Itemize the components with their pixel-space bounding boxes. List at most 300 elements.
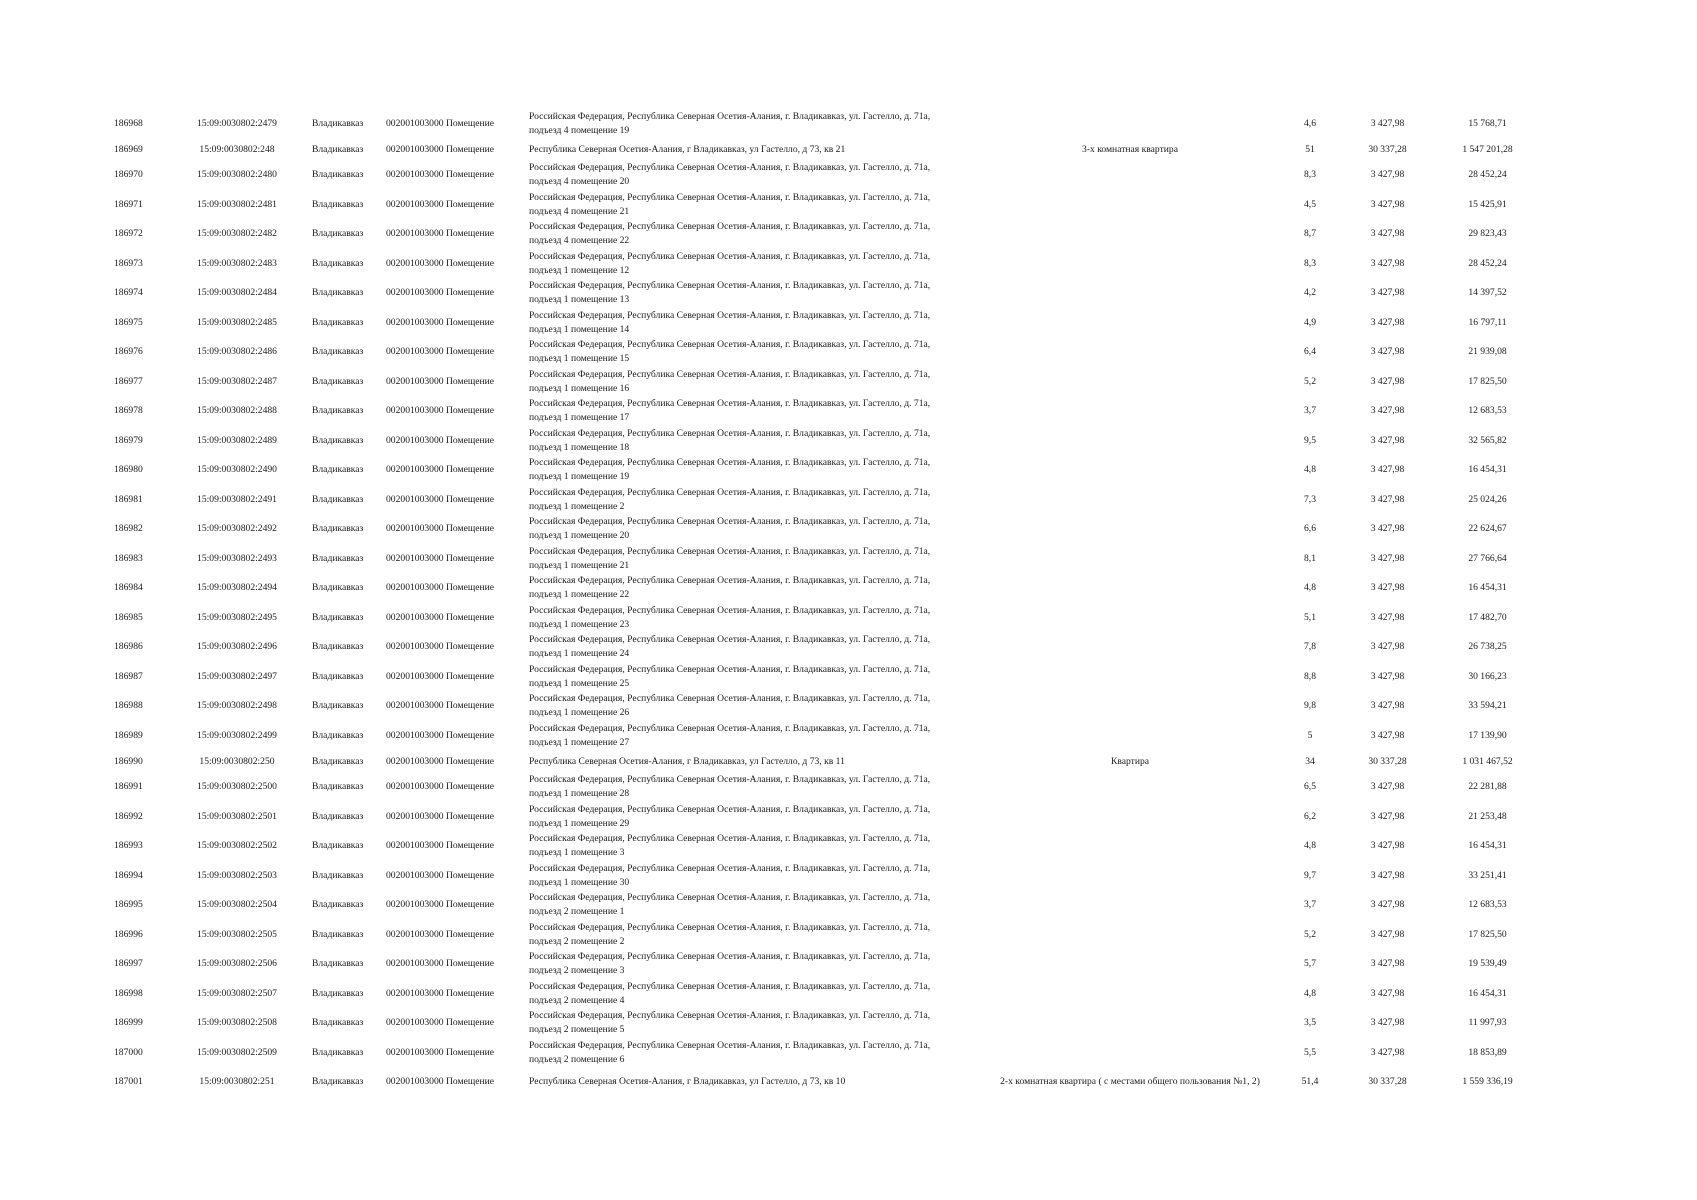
address-line-2: подъезд 1 помещение 28: [529, 788, 630, 800]
city: Владикавказ: [312, 117, 364, 129]
object-type-code: 002001003000 Помещение: [386, 899, 495, 911]
cadastral-number: 15:09:0030802:2494: [197, 582, 277, 594]
address-line-2: подъезд 1 помещение 12: [529, 264, 630, 276]
table-row: [0, 544, 1697, 574]
area: 7,3: [1304, 493, 1316, 505]
area: 3,7: [1304, 405, 1316, 417]
address-line-1: Российская Федерация, Республика Северная Осетия-Алания, г. Владикавказ, ул. Гастелло, д. 71а,: [529, 250, 931, 262]
object-type-code: 002001003000 Помещение: [386, 670, 495, 682]
row-number: 187001: [114, 1076, 143, 1088]
address: [529, 1075, 969, 1089]
table-row: [0, 220, 1697, 250]
rate: 3 427,98: [1370, 493, 1405, 505]
city: Владикавказ: [312, 257, 364, 269]
city: Владикавказ: [312, 987, 364, 999]
address-line-2: подъезд 2 помещение 6: [529, 1053, 625, 1065]
object-type-code: 002001003000 Помещение: [386, 117, 495, 129]
row-number: 186999: [114, 1017, 143, 1029]
table-row: [0, 249, 1697, 279]
address-line-1: Российская Федерация, Республика Северная Осетия-Алания, г. Владикавказ, ул. Гастелло, д. 71а,: [529, 486, 931, 498]
table-row: [0, 426, 1697, 456]
total-value: 17 482,70: [1468, 611, 1507, 623]
rate: 3 427,98: [1370, 1046, 1405, 1058]
object-type-code: 002001003000 Помещение: [386, 611, 495, 623]
row-number: 186983: [114, 552, 143, 564]
address: [529, 1039, 969, 1067]
address-line-1: Российская Федерация, Республика Северная Осетия-Алания, г. Владикавказ, ул. Гастелло, д. 71а,: [529, 663, 931, 675]
city: Владикавказ: [312, 143, 364, 155]
total-value: 33 251,41: [1468, 869, 1507, 881]
area: 4,8: [1304, 464, 1316, 476]
total-value: 16 454,31: [1468, 582, 1507, 594]
city: Владикавказ: [312, 611, 364, 623]
rate: 3 427,98: [1370, 316, 1405, 328]
rate: 3 427,98: [1370, 611, 1405, 623]
cadastral-number: 15:09:0030802:2489: [197, 434, 277, 446]
total-value: 28 452,24: [1468, 169, 1507, 181]
total-value: 30 166,23: [1468, 670, 1507, 682]
address-line-1: Российская Федерация, Республика Северная Осетия-Алания, г. Владикавказ, ул. Гастелло, д. 71а,: [529, 693, 931, 705]
table-row: [0, 190, 1697, 220]
table-row: [0, 279, 1697, 309]
table-row: [0, 1009, 1697, 1039]
address: [529, 338, 969, 366]
total-value: 16 797,11: [1468, 316, 1507, 328]
area: 8,7: [1304, 228, 1316, 240]
address: [529, 950, 969, 978]
cadastral-number: 15:09:0030802:2487: [197, 375, 277, 387]
address-line-2: подъезд 4 помещение 21: [529, 205, 630, 217]
rate: 3 427,98: [1370, 641, 1405, 653]
city: Владикавказ: [312, 523, 364, 535]
address: [529, 368, 969, 396]
city: Владикавказ: [312, 958, 364, 970]
object-type-code: 002001003000 Помещение: [386, 228, 495, 240]
object-type-code: 002001003000 Помещение: [386, 928, 495, 940]
row-number: 186990: [114, 755, 143, 767]
city: Владикавказ: [312, 1076, 364, 1088]
row-number: 186973: [114, 257, 143, 269]
address-line-1: Российская Федерация, Республика Северная Осетия-Алания, г. Владикавказ, ул. Гастелло, д. 71а,: [529, 427, 931, 439]
rate: 3 427,98: [1370, 434, 1405, 446]
cadastral-number: 15:09:0030802:2501: [197, 810, 277, 822]
object-type-code: 002001003000 Помещение: [386, 346, 495, 358]
rate: 3 427,98: [1370, 464, 1405, 476]
address-line-2: подъезд 2 помещение 4: [529, 994, 625, 1006]
address-line-1: Республика Северная Осетия-Алания, г Владикавказ, ул Гастелло, д 73, кв 10: [529, 1076, 846, 1088]
row-number: 186989: [114, 729, 143, 741]
address-line-2: подъезд 1 помещение 18: [529, 441, 630, 453]
address-line-1: Российская Федерация, Республика Северная Осетия-Алания, г. Владикавказ, ул. Гастелло, д. 71а,: [529, 1010, 931, 1022]
table-row: [0, 367, 1697, 397]
property-table: [0, 109, 1697, 1097]
total-value: 17 825,50: [1468, 928, 1507, 940]
city: Владикавказ: [312, 198, 364, 210]
city: Владикавказ: [312, 464, 364, 476]
row-number: 186976: [114, 346, 143, 358]
object-type-code: 002001003000 Помещение: [386, 641, 495, 653]
row-number: 186997: [114, 958, 143, 970]
area: 8,8: [1304, 670, 1316, 682]
total-value: 17 139,90: [1468, 729, 1507, 741]
address-line-1: Российская Федерация, Республика Северная Осетия-Алания, г. Владикавказ, ул. Гастелло, д. 71а,: [529, 833, 931, 845]
description: Квартира: [1110, 755, 1150, 767]
table-row: [0, 397, 1697, 427]
address-line-1: Российская Федерация, Республика Северная Осетия-Алания, г. Владикавказ, ул. Гастелло, д. 71а,: [529, 457, 931, 469]
object-type-code: 002001003000 Помещение: [386, 257, 495, 269]
address-line-1: Российская Федерация, Республика Северная Осетия-Алания, г. Владикавказ, ул. Гастелло, д. 71а,: [529, 951, 931, 963]
table-row: [0, 338, 1697, 368]
rate: 3 427,98: [1370, 781, 1405, 793]
city: Владикавказ: [312, 810, 364, 822]
table-row: [0, 1068, 1697, 1098]
address-line-1: Российская Федерация, Республика Северная Осетия-Алания, г. Владикавказ, ул. Гастелло, д. 71а,: [529, 162, 931, 174]
cadastral-number: 15:09:0030802:2497: [197, 670, 277, 682]
cadastral-number: 15:09:0030802:2507: [197, 987, 277, 999]
object-type-code: 002001003000 Помещение: [386, 316, 495, 328]
rate: 3 427,98: [1370, 670, 1405, 682]
area: 3,5: [1304, 1017, 1316, 1029]
total-value: 21 939,08: [1468, 346, 1507, 358]
cadastral-number: 15:09:0030802:2498: [197, 700, 277, 712]
address: [529, 633, 969, 661]
row-number: 186981: [114, 493, 143, 505]
address-line-2: подъезд 1 помещение 25: [529, 677, 630, 689]
address: [529, 309, 969, 337]
area: 4,8: [1304, 840, 1316, 852]
address-line-1: Республика Северная Осетия-Алания, г Владикавказ, ул Гастелло, д 73, кв 21: [529, 143, 846, 155]
rate: 3 427,98: [1370, 287, 1405, 299]
object-type-code: 002001003000 Помещение: [386, 464, 495, 476]
address: [529, 161, 969, 189]
city: Владикавказ: [312, 375, 364, 387]
area: 6,6: [1304, 523, 1316, 535]
city: Владикавказ: [312, 670, 364, 682]
city: Владикавказ: [312, 869, 364, 881]
row-number: 186975: [114, 316, 143, 328]
city: Владикавказ: [312, 346, 364, 358]
address-line-1: Российская Федерация, Республика Северная Осетия-Алания, г. Владикавказ, ул. Гастелло, д. 71а,: [529, 191, 931, 203]
city: Владикавказ: [312, 700, 364, 712]
rate: 3 427,98: [1370, 228, 1405, 240]
city: Владикавказ: [312, 755, 364, 767]
rate: 30 337,28: [1368, 755, 1407, 767]
rate: 3 427,98: [1370, 552, 1405, 564]
object-type-code: 002001003000 Помещение: [386, 582, 495, 594]
rate: 3 427,98: [1370, 117, 1405, 129]
table-row: [0, 802, 1697, 832]
cadastral-number: 15:09:0030802:2483: [197, 257, 277, 269]
cadastral-number: 15:09:0030802:2500: [197, 781, 277, 793]
row-number: 186972: [114, 228, 143, 240]
address: [529, 832, 969, 860]
address-line-2: подъезд 1 помещение 22: [529, 589, 630, 601]
address-line-2: подъезд 1 помещение 21: [529, 559, 630, 571]
total-value: 12 683,53: [1468, 405, 1507, 417]
table-row: [0, 456, 1697, 486]
address-line-2: подъезд 1 помещение 17: [529, 412, 630, 424]
city: Владикавказ: [312, 405, 364, 417]
object-type-code: 002001003000 Помещение: [386, 1017, 495, 1029]
city: Владикавказ: [312, 434, 364, 446]
rate: 3 427,98: [1370, 810, 1405, 822]
address-line-1: Российская Федерация, Республика Северная Осетия-Алания, г. Владикавказ, ул. Гастелло, д. 71а,: [529, 862, 931, 874]
address-line-1: Российская Федерация, Республика Северная Осетия-Алания, г. Владикавказ, ул. Гастелло, д. 71а,: [529, 921, 931, 933]
address-line-2: подъезд 2 помещение 1: [529, 906, 625, 918]
rate: 3 427,98: [1370, 987, 1405, 999]
row-number: 186970: [114, 169, 143, 181]
address-line-1: Российская Федерация, Республика Северная Осетия-Алания, г. Владикавказ, ул. Гастелло, д. 71а,: [529, 339, 931, 351]
row-number: 186991: [114, 781, 143, 793]
table-row: [0, 979, 1697, 1009]
address-line-2: подъезд 1 помещение 20: [529, 530, 630, 542]
city: Владикавказ: [312, 582, 364, 594]
row-number: 186986: [114, 641, 143, 653]
row-number: 186995: [114, 899, 143, 911]
total-value: 14 397,52: [1468, 287, 1507, 299]
object-type-code: 002001003000 Помещение: [386, 198, 495, 210]
address: [529, 862, 969, 890]
cadastral-number: 15:09:0030802:2491: [197, 493, 277, 505]
area: 5,1: [1304, 611, 1316, 623]
rate: 3 427,98: [1370, 405, 1405, 417]
table-row: [0, 832, 1697, 862]
address: [529, 456, 969, 484]
row-number: 186987: [114, 670, 143, 682]
address-line-2: подъезд 1 помещение 26: [529, 707, 630, 719]
table-row: [0, 633, 1697, 663]
area: 4,6: [1304, 117, 1316, 129]
address-line-2: подъезд 1 помещение 30: [529, 876, 630, 888]
row-number: 186988: [114, 700, 143, 712]
city: Владикавказ: [312, 1046, 364, 1058]
address-line-2: подъезд 1 помещение 23: [529, 618, 630, 630]
rate: 3 427,98: [1370, 869, 1405, 881]
address-line-2: подъезд 1 помещение 2: [529, 500, 625, 512]
address: [529, 191, 969, 219]
row-number: 186980: [114, 464, 143, 476]
address: [529, 663, 969, 691]
total-value: 12 683,53: [1468, 899, 1507, 911]
total-value: 16 454,31: [1468, 987, 1507, 999]
cadastral-number: 15:09:0030802:2499: [197, 729, 277, 741]
table-row: [0, 161, 1697, 191]
object-type-code: 002001003000 Помещение: [386, 700, 495, 712]
address: [529, 110, 969, 138]
address: [529, 397, 969, 425]
object-type-code: 002001003000 Помещение: [386, 755, 495, 767]
total-value: 1 547 201,28: [1462, 143, 1513, 155]
object-type-code: 002001003000 Помещение: [386, 781, 495, 793]
total-value: 19 539,49: [1468, 958, 1507, 970]
cadastral-number: 15:09:0030802:2495: [197, 611, 277, 623]
address: [529, 427, 969, 455]
rate: 3 427,98: [1370, 169, 1405, 181]
area: 6,2: [1304, 810, 1316, 822]
area: 4,5: [1304, 198, 1316, 210]
cadastral-number: 15:09:0030802:2482: [197, 228, 277, 240]
address-line-2: подъезд 4 помещение 19: [529, 124, 630, 136]
address-line-1: Российская Федерация, Республика Северная Осетия-Алания, г. Владикавказ, ул. Гастелло, д. 71а,: [529, 575, 931, 587]
total-value: 29 823,43: [1468, 228, 1507, 240]
address: [529, 143, 969, 157]
row-number: 186974: [114, 287, 143, 299]
address-line-1: Российская Федерация, Республика Северная Осетия-Алания, г. Владикавказ, ул. Гастелло, д. 71а,: [529, 1039, 931, 1051]
city: Владикавказ: [312, 899, 364, 911]
rate: 3 427,98: [1370, 958, 1405, 970]
table-row: [0, 109, 1697, 139]
address-line-1: Российская Федерация, Республика Северная Осетия-Алания, г. Владикавказ, ул. Гастелло, д. 71а,: [529, 280, 931, 292]
object-type-code: 002001003000 Помещение: [386, 169, 495, 181]
city: Владикавказ: [312, 169, 364, 181]
area: 5,2: [1304, 375, 1316, 387]
total-value: 27 766,64: [1468, 552, 1507, 564]
address: [529, 755, 969, 769]
table-row: [0, 485, 1697, 515]
object-type-code: 002001003000 Помещение: [386, 729, 495, 741]
row-number: 187000: [114, 1046, 143, 1058]
address-line-1: Российская Федерация, Республика Северная Осетия-Алания, г. Владикавказ, ул. Гастелло, д. 71а,: [529, 980, 931, 992]
total-value: 15 768,71: [1468, 117, 1507, 129]
cadastral-number: 15:09:0030802:2496: [197, 641, 277, 653]
description: 3-х комнатная квартира: [1082, 143, 1178, 155]
city: Владикавказ: [312, 228, 364, 240]
address: [529, 486, 969, 514]
cadastral-number: 15:09:0030802:2484: [197, 287, 277, 299]
total-value: 1 559 336,19: [1462, 1076, 1513, 1088]
address-line-1: Российская Федерация, Республика Северная Осетия-Алания, г. Владикавказ, ул. Гастелло, д. 71а,: [529, 604, 931, 616]
table-row: [0, 574, 1697, 604]
total-value: 33 594,21: [1468, 700, 1507, 712]
object-type-code: 002001003000 Помещение: [386, 840, 495, 852]
address-line-2: подъезд 1 помещение 3: [529, 847, 625, 859]
area: 6,5: [1304, 781, 1316, 793]
area: 9,8: [1304, 700, 1316, 712]
total-value: 1 031 467,52: [1462, 755, 1513, 767]
area: 5,2: [1304, 928, 1316, 940]
row-number: 186977: [114, 375, 143, 387]
area: 51: [1305, 143, 1315, 155]
address: [529, 722, 969, 750]
address-line-2: подъезд 2 помещение 3: [529, 965, 625, 977]
address-line-2: подъезд 2 помещение 5: [529, 1024, 625, 1036]
rate: 3 427,98: [1370, 523, 1405, 535]
city: Владикавказ: [312, 840, 364, 852]
cadastral-number: 15:09:0030802:2502: [197, 840, 277, 852]
area: 7,8: [1304, 641, 1316, 653]
address-line-1: Российская Федерация, Республика Северная Осетия-Алания, г. Владикавказ, ул. Гастелло, д. 71а,: [529, 774, 931, 786]
row-number: 186971: [114, 198, 143, 210]
city: Владикавказ: [312, 552, 364, 564]
object-type-code: 002001003000 Помещение: [386, 405, 495, 417]
table-row: [0, 1038, 1697, 1068]
address: [529, 250, 969, 278]
address-line-2: подъезд 1 помещение 15: [529, 353, 630, 365]
table-row: [0, 751, 1697, 773]
table-row: [0, 950, 1697, 980]
address-line-2: подъезд 1 помещение 13: [529, 294, 630, 306]
cadastral-number: 15:09:0030802:2480: [197, 169, 277, 181]
address: [529, 1009, 969, 1037]
area: 4,9: [1304, 316, 1316, 328]
row-number: 186982: [114, 523, 143, 535]
rate: 3 427,98: [1370, 198, 1405, 210]
address-line-1: Российская Федерация, Республика Северная Осетия-Алания, г. Владикавказ, ул. Гастелло, д. 71а,: [529, 309, 931, 321]
address-line-1: Российская Федерация, Республика Северная Осетия-Алания, г. Владикавказ, ул. Гастелло, д. 71а,: [529, 634, 931, 646]
area: 8,3: [1304, 257, 1316, 269]
address-line-1: Российская Федерация, Республика Северная Осетия-Алания, г. Владикавказ, ул. Гастелло, д. 71а,: [529, 398, 931, 410]
area: 4,2: [1304, 287, 1316, 299]
object-type-code: 002001003000 Помещение: [386, 1046, 495, 1058]
address-line-2: подъезд 2 помещение 2: [529, 935, 625, 947]
rate: 3 427,98: [1370, 928, 1405, 940]
row-number: 186998: [114, 987, 143, 999]
object-type-code: 002001003000 Помещение: [386, 1076, 495, 1088]
object-type-code: 002001003000 Помещение: [386, 958, 495, 970]
address-line-1: Российская Федерация, Республика Северная Осетия-Алания, г. Владикавказ, ул. Гастелло, д. 71а,: [529, 892, 931, 904]
rate: 3 427,98: [1370, 899, 1405, 911]
address: [529, 604, 969, 632]
address: [529, 545, 969, 573]
rate: 3 427,98: [1370, 700, 1405, 712]
cadastral-number: 15:09:0030802:2492: [197, 523, 277, 535]
address-line-2: подъезд 1 помещение 27: [529, 736, 630, 748]
total-value: 17 825,50: [1468, 375, 1507, 387]
total-value: 28 452,24: [1468, 257, 1507, 269]
cadastral-number: 15:09:0030802:2481: [197, 198, 277, 210]
total-value: 18 853,89: [1468, 1046, 1507, 1058]
city: Владикавказ: [312, 493, 364, 505]
rate: 3 427,98: [1370, 840, 1405, 852]
cadastral-number: 15:09:0030802:2506: [197, 958, 277, 970]
address-line-2: подъезд 1 помещение 24: [529, 648, 630, 660]
total-value: 21 253,48: [1468, 810, 1507, 822]
address: [529, 574, 969, 602]
address-line-1: Российская Федерация, Республика Северная Осетия-Алания, г. Владикавказ, ул. Гастелло, д. 71а,: [529, 545, 931, 557]
table-row: [0, 891, 1697, 921]
area: 3,7: [1304, 899, 1316, 911]
row-number: 186979: [114, 434, 143, 446]
object-type-code: 002001003000 Помещение: [386, 287, 495, 299]
total-value: 16 454,31: [1468, 464, 1507, 476]
address: [529, 692, 969, 720]
object-type-code: 002001003000 Помещение: [386, 810, 495, 822]
total-value: 22 624,67: [1468, 523, 1507, 535]
area: 8,1: [1304, 552, 1316, 564]
address: [529, 980, 969, 1008]
cadastral-number: 15:09:0030802:2493: [197, 552, 277, 564]
object-type-code: 002001003000 Помещение: [386, 493, 495, 505]
rate: 3 427,98: [1370, 729, 1405, 741]
table-row: [0, 308, 1697, 338]
row-number: 186968: [114, 117, 143, 129]
object-type-code: 002001003000 Помещение: [386, 523, 495, 535]
cadastral-number: 15:09:0030802:2505: [197, 928, 277, 940]
total-value: 25 024,26: [1468, 493, 1507, 505]
cadastral-number: 15:09:0030802:2509: [197, 1046, 277, 1058]
address-line-2: подъезд 1 помещение 14: [529, 323, 630, 335]
city: Владикавказ: [312, 729, 364, 741]
area: 34: [1305, 755, 1315, 767]
address-line-1: Российская Федерация, Республика Северная Осетия-Алания, г. Владикавказ, ул. Гастелло, д. 71а,: [529, 221, 931, 233]
city: Владикавказ: [312, 1017, 364, 1029]
table-row: [0, 773, 1697, 803]
area: 8,3: [1304, 169, 1316, 181]
total-value: 16 454,31: [1468, 840, 1507, 852]
rate: 3 427,98: [1370, 257, 1405, 269]
address: [529, 279, 969, 307]
area: 51,4: [1301, 1076, 1319, 1088]
